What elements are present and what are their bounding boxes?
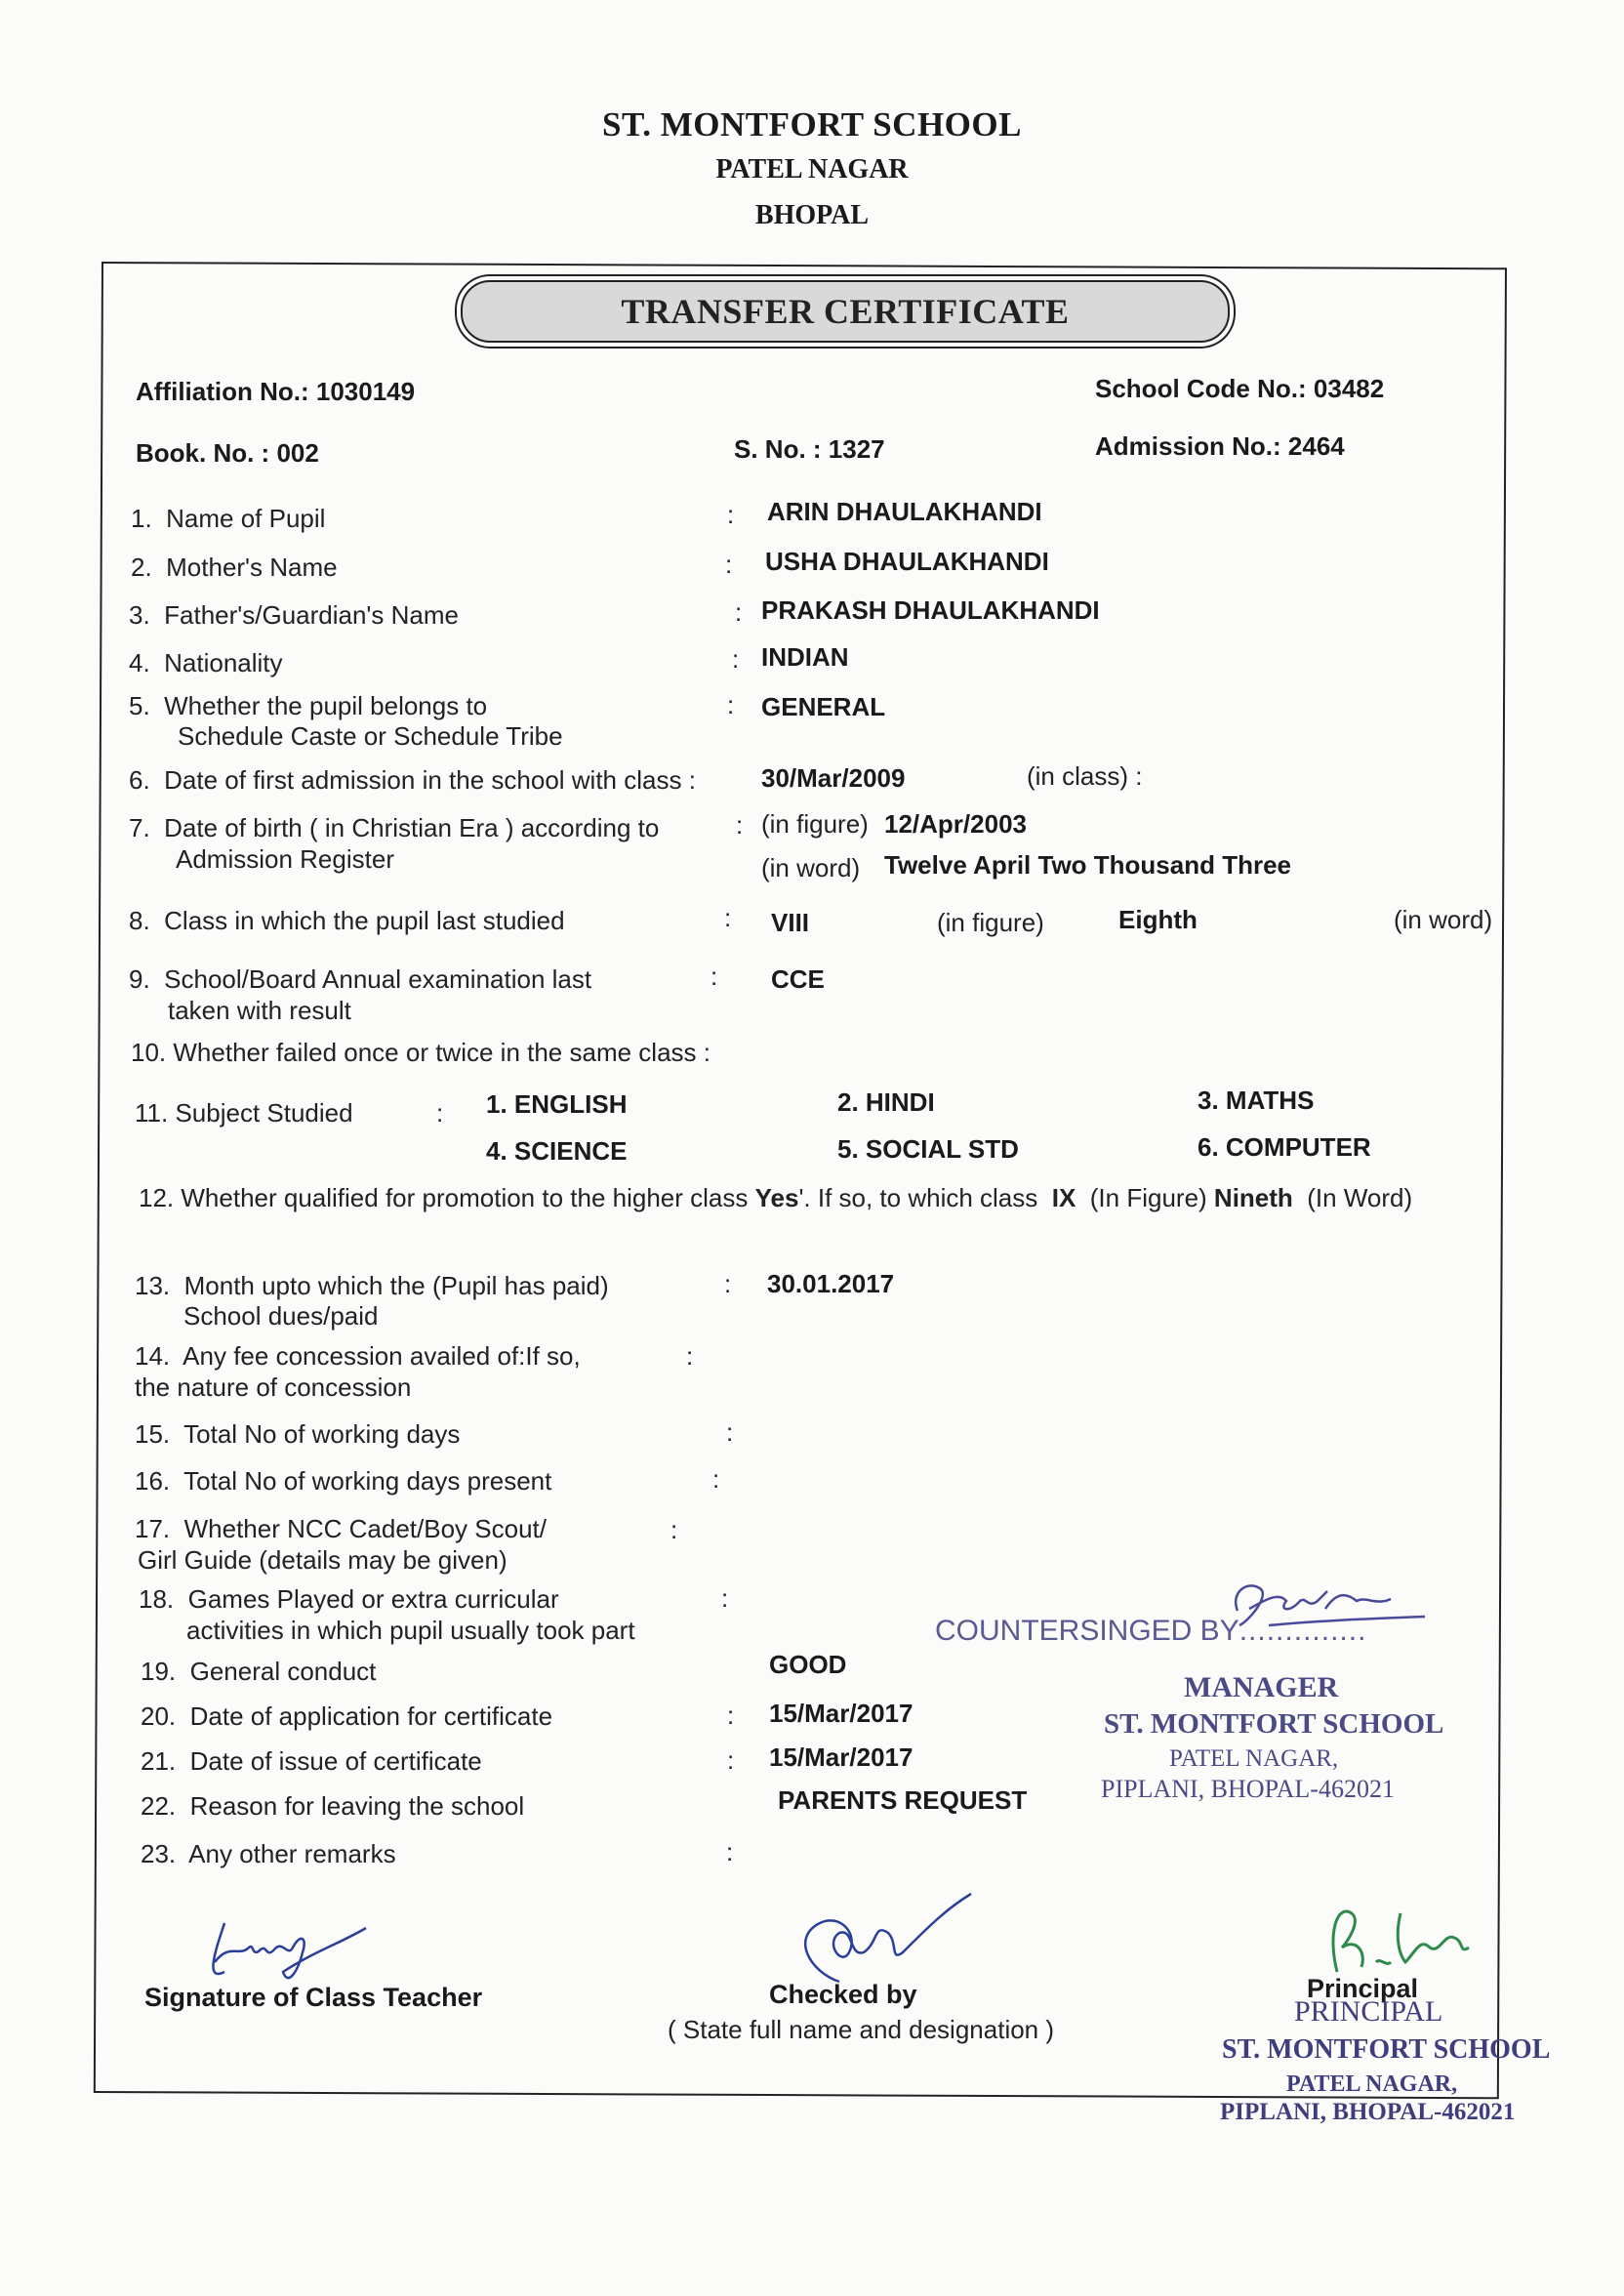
certificate-frame xyxy=(94,262,1507,2099)
item-19-value: GOOD xyxy=(769,1650,847,1679)
subject-maths: 3. MATHS xyxy=(1198,1086,1315,1115)
item-23-label: 23. Any other remarks xyxy=(141,1839,396,1868)
colon: : xyxy=(725,550,733,579)
colon: : xyxy=(686,1341,694,1371)
item-20-label: 20. Date of application for certificate xyxy=(141,1702,553,1731)
colon: : xyxy=(721,1583,729,1613)
item-18-label-cont: activities in which pupil usually took part xyxy=(186,1616,635,1645)
principal-label: Principal xyxy=(1307,1974,1419,2003)
school-city: BHOPAL xyxy=(754,200,870,230)
colon: : xyxy=(724,1269,732,1298)
principal-stamp-address: PIPLANI, BHOPAL-462021 xyxy=(1220,2099,1516,2125)
item-4-value: INDIAN xyxy=(761,642,849,672)
item-5-label: 5. Whether the pupil belongs to xyxy=(129,691,488,720)
item-15-label: 15. Total No of working days xyxy=(135,1419,461,1449)
colon: : xyxy=(724,903,732,932)
item-14-label: 14. Any fee concession availed of:If so, xyxy=(135,1341,581,1371)
colon: : xyxy=(710,962,718,991)
item-22-label: 22. Reason for leaving the school xyxy=(141,1791,525,1821)
subject-social-std: 5. SOCIAL STD xyxy=(837,1134,1019,1164)
item-2-value: USHA DHAULAKHANDI xyxy=(765,547,1049,576)
item-7-value: 12/Apr/2003 xyxy=(884,809,1027,839)
item-14-label-cont: the nature of concession xyxy=(135,1373,412,1402)
affiliation-number: Affiliation No.: 1030149 xyxy=(136,377,416,406)
colon: : xyxy=(726,1417,734,1447)
checked-by-label: Checked by xyxy=(769,1980,917,2009)
item-13-label-cont: School dues/paid xyxy=(183,1301,379,1331)
item-13-label: 13. Month upto which the (Pupil has paid) xyxy=(135,1271,609,1300)
item-16-label: 16. Total No of working days present xyxy=(135,1466,552,1496)
item-9-label: 9. School/Board Annual examination last xyxy=(129,964,592,994)
item-19-label: 19. General conduct xyxy=(141,1657,377,1686)
class-teacher-label: Signature of Class Teacher xyxy=(144,1983,483,2012)
item-3-value: PRAKASH DHAULAKHANDI xyxy=(761,595,1100,625)
item-7-word-label: (in word) xyxy=(761,853,861,882)
colon: : xyxy=(670,1515,678,1544)
manager-signature xyxy=(1210,1572,1435,1640)
item-6-value: 30/Mar/2009 xyxy=(761,763,906,793)
colon: : xyxy=(727,690,735,719)
checked-by-signature xyxy=(781,1884,986,1991)
item-6-class-label: (in class) : xyxy=(1027,761,1143,791)
item-10-label: 10. Whether failed once or twice in the same class : xyxy=(131,1038,710,1067)
item-1-value: ARIN DHAULAKHANDI xyxy=(767,497,1042,526)
item-11-label: 11. Subject Studied xyxy=(135,1098,353,1128)
item-5-value: GENERAL xyxy=(761,692,886,721)
item-7-figure-label: (in figure) xyxy=(761,809,869,839)
colon: : xyxy=(732,644,740,674)
school-locality: PATEL NAGAR xyxy=(715,154,909,184)
item-6-label: 6. Date of first admission in the school with class : xyxy=(129,765,696,795)
item-9-value: CCE xyxy=(771,964,825,994)
item-8-value-word: Eighth xyxy=(1118,905,1198,934)
principal-stamp-title: PRINCIPAL xyxy=(1294,1995,1443,2028)
principal-stamp-locality: PATEL NAGAR, xyxy=(1286,2071,1458,2097)
countersign-locality: PATEL NAGAR, xyxy=(1169,1745,1339,1772)
item-9-label-cont: taken with result xyxy=(168,996,351,1025)
item-8-label: 8. Class in which the pupil last studied xyxy=(129,906,565,935)
countersign-role: MANAGER xyxy=(1184,1671,1339,1703)
item-2-label: 2. Mother's Name xyxy=(131,553,338,582)
item-8-value: VIII xyxy=(771,908,810,937)
subject-hindi: 2. HINDI xyxy=(837,1087,935,1117)
serial-number: S. No. : 1327 xyxy=(734,434,885,464)
subject-computer: 6. COMPUTER xyxy=(1198,1132,1371,1162)
colon: : xyxy=(736,810,744,840)
countersign-school: ST. MONTFORT SCHOOL xyxy=(1104,1708,1444,1740)
countersign-label: COUNTERSINGED BY.............. xyxy=(935,1615,1367,1647)
item-22-value: PARENTS REQUEST xyxy=(778,1785,1028,1815)
colon: : xyxy=(727,1745,735,1775)
item-4-label: 4. Nationality xyxy=(129,648,283,677)
colon: : xyxy=(727,1701,735,1730)
item-7-label: 7. Date of birth ( in Christian Era ) according to xyxy=(129,813,660,842)
certificate-title: TRANSFER CERTIFICATE xyxy=(461,280,1230,343)
item-8-figure-label: (in figure) xyxy=(937,908,1044,937)
colon: : xyxy=(712,1464,720,1494)
admission-number: Admission No.: 2464 xyxy=(1095,431,1345,461)
item-3-label: 3. Father's/Guardian's Name xyxy=(129,600,459,630)
item-7-value-word: Twelve April Two Thousand Three xyxy=(884,850,1292,880)
item-5-label-cont: Schedule Caste or Schedule Tribe xyxy=(178,721,563,751)
item-7-label-cont: Admission Register xyxy=(176,844,394,874)
school-code: School Code No.: 03482 xyxy=(1095,374,1385,403)
countersign-address: PIPLANI, BHOPAL-462021 xyxy=(1101,1775,1395,1803)
book-number: Book. No. : 002 xyxy=(136,438,319,468)
item-12-answer: Yes xyxy=(754,1183,799,1212)
colon: : xyxy=(727,500,735,529)
colon: : xyxy=(735,597,743,627)
item-8-word-label: (in word) xyxy=(1394,905,1493,934)
item-18-label: 18. Games Played or extra curricular xyxy=(139,1584,559,1614)
item-12-label: 12. Whether qualified for promotion to the higher class Yes'. If so, to which class IX (In Figure) Nineth (In Word) xyxy=(139,1183,1413,1212)
checked-by-note: ( State full name and designation ) xyxy=(668,2015,1055,2044)
item-17-label: 17. Whether NCC Cadet/Boy Scout/ xyxy=(135,1514,547,1543)
item-13-value: 30.01.2017 xyxy=(767,1269,895,1298)
item-21-value: 15/Mar/2017 xyxy=(769,1742,914,1772)
principal-stamp-school: ST. MONTFORT SCHOOL xyxy=(1222,2034,1551,2065)
class-teacher-signature xyxy=(195,1904,371,1991)
colon: : xyxy=(726,1837,734,1866)
item-20-value: 15/Mar/2017 xyxy=(769,1699,914,1728)
item-21-label: 21. Date of issue of certificate xyxy=(141,1746,482,1776)
school-name: ST. MONTFORT SCHOOL xyxy=(602,105,1022,144)
colon: : xyxy=(436,1098,444,1128)
item-17-label-cont: Girl Guide (details may be given) xyxy=(138,1545,508,1575)
subject-english: 1. ENGLISH xyxy=(486,1089,628,1119)
item-1-label: 1. Name of Pupil xyxy=(131,504,326,533)
subject-science: 4. SCIENCE xyxy=(486,1136,628,1166)
